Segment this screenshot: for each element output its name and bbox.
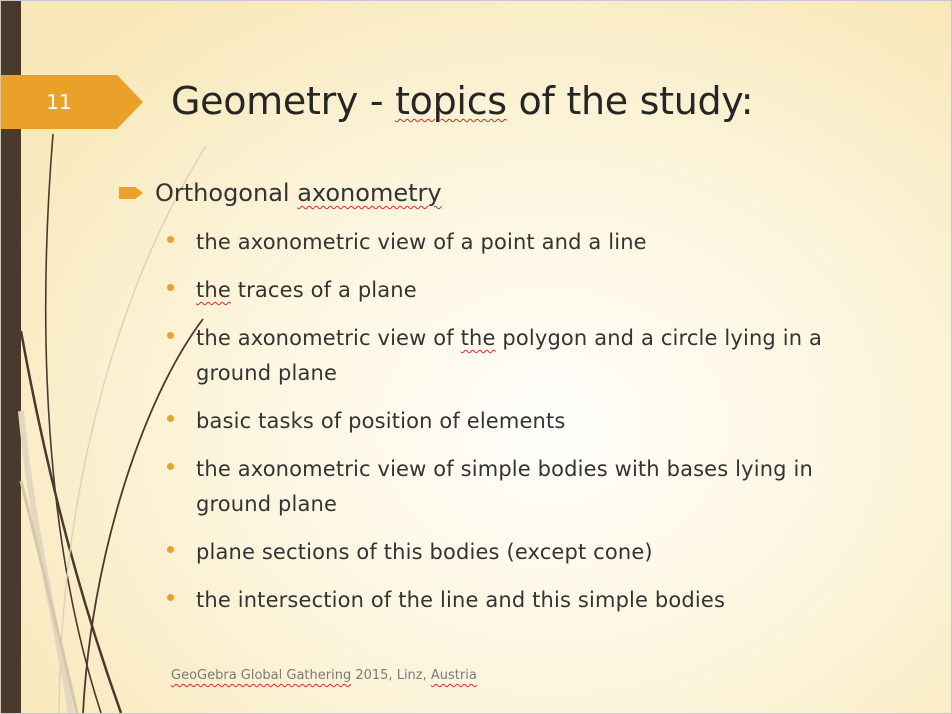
sub-bullet-list bbox=[167, 225, 867, 631]
slide-title bbox=[171, 73, 871, 129]
title-text: of the study: bbox=[506, 79, 754, 123]
bullet-dot-icon bbox=[167, 332, 174, 339]
list-item: the intersection of the line and this simple bodies bbox=[167, 583, 867, 618]
list-item: plane sections of this bodies (except cone) bbox=[167, 535, 867, 570]
level1-text-misspelled: axonometry bbox=[297, 179, 442, 207]
list-item: the axonometric view of the polygon and a circle lying in a ground plane bbox=[167, 321, 867, 391]
list-item: the axonometric view of a point and a line bbox=[167, 225, 867, 260]
bullet-dot-icon bbox=[167, 546, 174, 553]
bullet-dot-icon bbox=[167, 284, 174, 291]
curve-light-3 bbox=[21, 481, 77, 713]
bullet-dot-icon bbox=[167, 463, 174, 470]
list-item: the axonometric view of simple bodies with bases lying in ground plane bbox=[167, 452, 867, 522]
slide-number: 11 bbox=[46, 90, 72, 114]
bullet-dot-icon bbox=[167, 594, 174, 601]
slide-footer: GeoGebra Global Gathering 2015, Linz, Austria bbox=[171, 668, 477, 683]
title-text: Geometry - bbox=[171, 79, 396, 123]
arrow-bullet-icon bbox=[119, 185, 145, 201]
title-text-misspelled: topics bbox=[395, 79, 507, 123]
bullet-dot-icon bbox=[167, 415, 174, 422]
level1-text: Orthogonal axonometry bbox=[155, 179, 442, 207]
list-item: basic tasks of position of elements bbox=[167, 404, 867, 439]
bullet-dot-icon bbox=[167, 236, 174, 243]
list-item: the traces of a plane bbox=[167, 273, 867, 308]
